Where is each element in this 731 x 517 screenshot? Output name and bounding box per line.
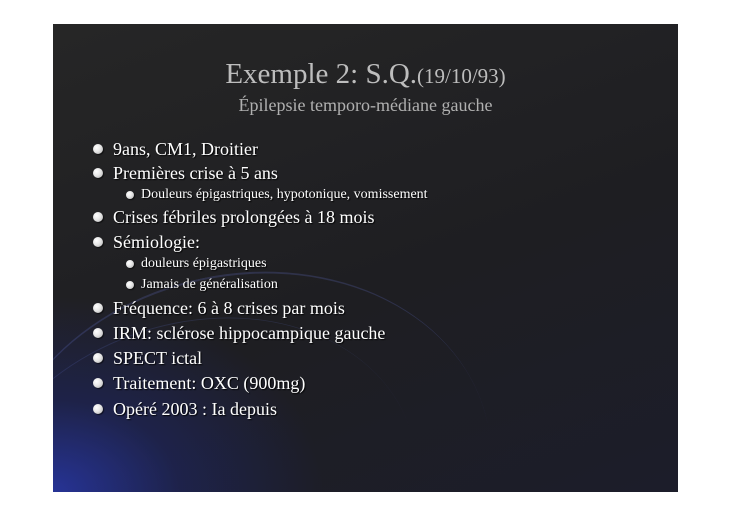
bullet-text: douleurs épigastriques [141, 256, 267, 271]
bullet-icon [93, 404, 103, 414]
bullet-text: Crises fébriles prolongées à 18 mois [113, 207, 375, 227]
bullet-text: Premières crise à 5 ans [113, 163, 278, 183]
bullet-item [113, 398, 277, 420]
slide-title [53, 57, 678, 93]
bullet-text: Traitement: OXC (900mg) [113, 373, 306, 393]
bullet-item [113, 206, 374, 228]
bullet-icon [93, 144, 103, 154]
slide-subtitle: Épilepsie temporo-médiane gauche [238, 95, 493, 115]
sub-bullet-item [141, 186, 428, 204]
bullet-icon [93, 328, 103, 338]
bullet-item [113, 347, 202, 369]
bullet-icon [93, 237, 103, 247]
bullet-item [113, 162, 278, 184]
bullet-text: IRM: sclérose hippocampique gauche [113, 323, 386, 343]
bullet-text: Douleurs épigastriques, hypotonique, vomissement [141, 187, 428, 202]
bullet-text: SPECT ictal [113, 348, 203, 368]
slide [53, 24, 678, 492]
bullet-item [113, 138, 258, 160]
bullet-text: Jamais de généralisation [141, 277, 278, 292]
bullet-text: Opéré 2003 : Ia depuis [113, 399, 277, 419]
bullet-item [113, 231, 200, 253]
sub-bullet-icon [126, 281, 134, 289]
bullet-text: Fréquence: 6 à 8 crises par mois [113, 298, 345, 318]
bullet-icon [93, 378, 103, 388]
slide-title-main: Exemple 2: S.Q. [225, 58, 418, 90]
bullet-item [113, 372, 305, 394]
bullet-icon [93, 353, 103, 363]
sub-bullet-item [141, 255, 267, 273]
bullet-text: 9ans, CM1, Droitier [113, 139, 258, 159]
bullet-text: Sémiologie: [113, 232, 200, 252]
bullet-icon [93, 212, 103, 222]
bullet-item [113, 322, 385, 344]
sub-bullet-item [141, 276, 278, 294]
bullet-icon [93, 303, 103, 313]
bullet-icon [93, 168, 103, 178]
sub-bullet-icon [126, 260, 134, 268]
bullet-item [113, 297, 345, 319]
slide-title-date: (19/10/93) [417, 64, 506, 88]
sub-bullet-icon [126, 191, 134, 199]
